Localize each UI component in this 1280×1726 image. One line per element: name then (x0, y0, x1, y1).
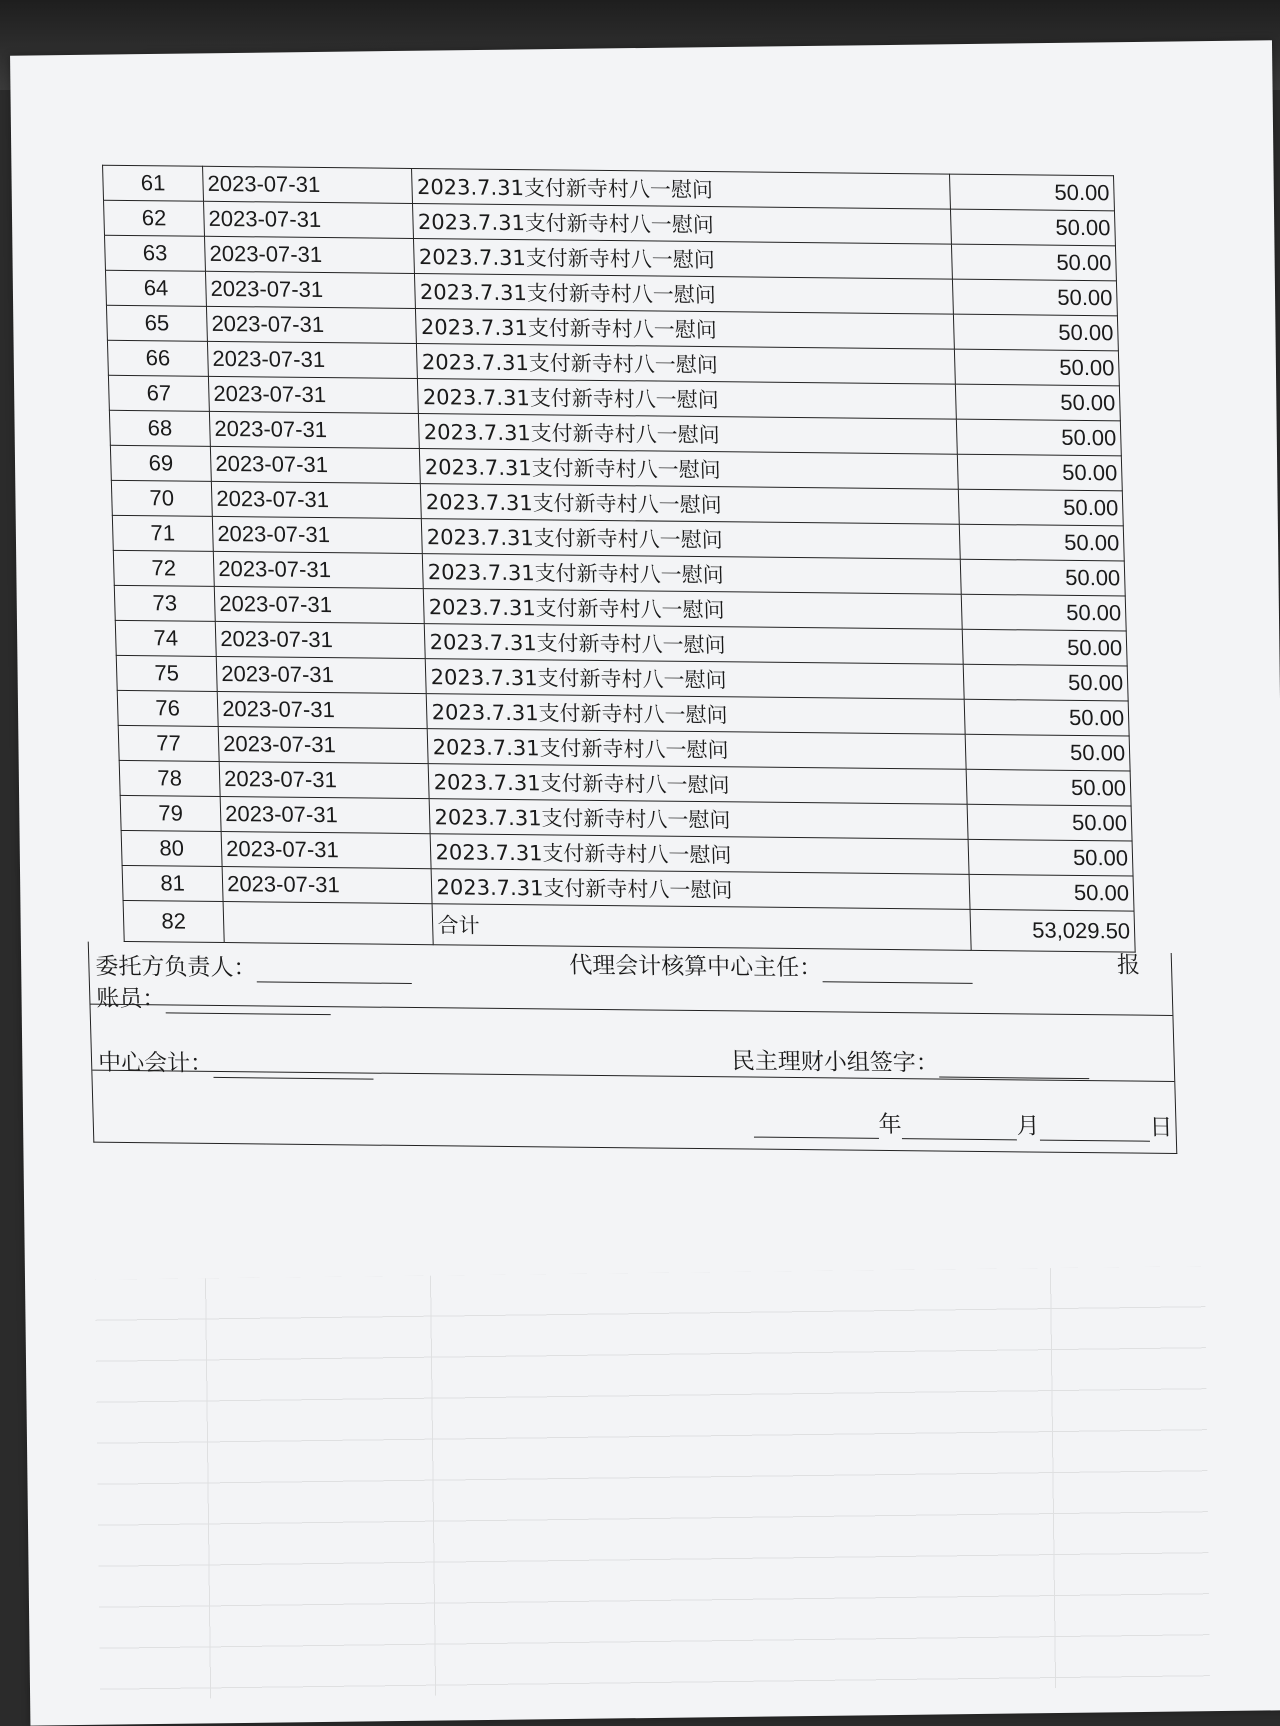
center-director-line (569, 947, 973, 984)
row-description: 2023.7.31支付新寺村八一慰问 (423, 554, 961, 595)
row-date: 2023-07-31 (217, 691, 427, 728)
row-description: 2023.7.31支付新寺村八一慰问 (417, 344, 955, 385)
row-date: 2023-07-31 (207, 341, 417, 378)
row-date: 2023-07-31 (207, 306, 417, 343)
row-date: 2023-07-31 (220, 796, 430, 833)
center-director-label: 代理会计核算中心主任： (568, 952, 823, 982)
row-amount: 50.00 (967, 804, 1132, 841)
row-date: 2023-07-31 (222, 867, 432, 904)
finance-group-line (731, 1042, 1089, 1079)
client-head-label: 委托方负责人： (95, 953, 257, 982)
row-amount: 50.00 (963, 664, 1128, 701)
show-through-table (95, 1266, 1210, 1700)
row-date: 2023-07-31 (219, 761, 429, 798)
row-no: 68 (109, 410, 210, 446)
row-amount: 50.00 (964, 699, 1129, 736)
row-description: 2023.7.31支付新寺村八一慰问 (428, 729, 966, 770)
row-description: 2023.7.31支付新寺村八一慰问 (418, 379, 956, 420)
row-no: 64 (105, 270, 206, 306)
row-no: 79 (120, 795, 221, 831)
total-date (223, 902, 434, 945)
client-head-line (95, 948, 412, 984)
row-amount: 50.00 (959, 524, 1124, 561)
row-amount: 50.00 (961, 594, 1126, 631)
row-no: 72 (113, 550, 214, 586)
ledger-table (102, 165, 1136, 953)
row-no: 76 (117, 690, 218, 726)
row-amount: 50.00 (950, 209, 1115, 246)
row-description: 2023.7.31支付新寺村八一慰问 (414, 238, 952, 279)
row-description: 2023.7.31支付新寺村八一慰问 (413, 203, 951, 244)
total-label: 合计 (433, 904, 972, 951)
row-no: 62 (104, 200, 205, 236)
row-date: 2023-07-31 (204, 201, 414, 238)
center-accountant-blank (213, 1054, 374, 1080)
day-label: 日 (1149, 1114, 1173, 1141)
row-amount: 50.00 (955, 384, 1120, 421)
row-amount: 50.00 (960, 559, 1125, 596)
row-date: 2023-07-31 (221, 831, 431, 868)
row-no: 70 (111, 480, 212, 516)
total-amount: 53,029.50 (970, 909, 1135, 952)
client-head-blank (256, 958, 412, 984)
row-amount: 50.00 (962, 629, 1127, 666)
row-description: 2023.7.31支付新寺村八一慰问 (420, 449, 958, 490)
row-amount: 50.00 (953, 314, 1118, 351)
row-no: 77 (118, 725, 219, 761)
row-description: 2023.7.31支付新寺村八一慰问 (416, 309, 954, 350)
row-date: 2023-07-31 (213, 551, 423, 588)
ledger-document (66, 164, 1175, 1154)
row-description: 2023.7.31支付新寺村八一慰问 (422, 519, 960, 560)
row-date: 2023-07-31 (215, 621, 425, 658)
row-date: 2023-07-31 (206, 271, 416, 308)
row-date: 2023-07-31 (205, 236, 415, 273)
row-no: 74 (115, 620, 216, 656)
row-description: 2023.7.31支付新寺村八一慰问 (427, 694, 965, 735)
row-no: 75 (116, 655, 217, 691)
row-description: 2023.7.31支付新寺村八一慰问 (432, 869, 970, 910)
total-no: 82 (123, 900, 224, 942)
signature-block (88, 942, 1178, 1154)
report-mark: 报 (1116, 952, 1141, 979)
row-no: 63 (104, 235, 205, 271)
row-description: 2023.7.31支付新寺村八一慰问 (430, 799, 968, 840)
row-description: 2023.7.31支付新寺村八一慰问 (426, 659, 964, 700)
row-no: 61 (103, 165, 204, 201)
month-label: 月 (1016, 1113, 1040, 1140)
row-description: 2023.7.31支付新寺村八一慰问 (415, 273, 953, 314)
row-description: 2023.7.31支付新寺村八一慰问 (431, 834, 969, 875)
row-date: 2023-07-31 (208, 376, 418, 413)
bookkeeper-line (96, 980, 331, 1015)
row-date: 2023-07-31 (210, 446, 420, 483)
row-date: 2023-07-31 (218, 726, 428, 763)
row-no: 65 (106, 305, 207, 341)
row-amount: 50.00 (954, 349, 1119, 386)
row-no: 78 (119, 760, 220, 796)
row-no: 80 (121, 830, 222, 866)
row-description: 2023.7.31支付新寺村八一慰问 (429, 764, 967, 805)
row-amount: 50.00 (966, 769, 1131, 806)
row-no: 69 (110, 445, 211, 481)
row-amount: 50.00 (949, 174, 1114, 211)
row-amount: 50.00 (969, 874, 1134, 911)
row-amount: 50.00 (965, 734, 1130, 771)
row-no: 66 (107, 340, 208, 376)
ledger-body (103, 165, 1136, 952)
row-date: 2023-07-31 (209, 411, 419, 448)
center-accountant-line (98, 1044, 374, 1080)
row-description: 2023.7.31支付新寺村八一慰问 (412, 168, 950, 209)
center-director-blank (822, 958, 973, 984)
row-no: 67 (108, 375, 209, 411)
row-date: 2023-07-31 (212, 516, 422, 553)
row-amount: 50.00 (952, 279, 1117, 316)
row-description: 2023.7.31支付新寺村八一慰问 (425, 624, 963, 665)
row-description: 2023.7.31支付新寺村八一慰问 (419, 414, 957, 455)
finance-group-label: 民主理财小组签字： (731, 1048, 940, 1077)
row-amount: 50.00 (958, 489, 1123, 526)
row-amount: 50.00 (957, 454, 1122, 491)
row-date: 2023-07-31 (211, 481, 421, 518)
year-blank (753, 1114, 879, 1139)
finance-group-blank (939, 1054, 1090, 1080)
bookkeeper-blank (165, 989, 331, 1015)
row-date: 2023-07-31 (203, 166, 413, 203)
row-date: 2023-07-31 (214, 586, 424, 623)
bookkeeper-label: 账员： (95, 985, 166, 1013)
row-description: 2023.7.31支付新寺村八一慰问 (424, 589, 962, 630)
year-label: 年 (878, 1111, 902, 1139)
day-blank (1039, 1117, 1150, 1142)
row-no: 73 (114, 585, 215, 621)
row-no: 81 (122, 865, 223, 901)
row-amount: 50.00 (951, 244, 1116, 281)
row-no: 71 (112, 515, 213, 551)
row-amount: 50.00 (956, 419, 1121, 456)
center-accountant-label: 中心会计： (97, 1049, 214, 1077)
date-line (753, 1105, 1173, 1142)
row-date: 2023-07-31 (216, 656, 426, 693)
row-description: 2023.7.31支付新寺村八一慰问 (421, 484, 959, 525)
row-amount: 50.00 (968, 839, 1133, 876)
month-blank (901, 1115, 1017, 1140)
